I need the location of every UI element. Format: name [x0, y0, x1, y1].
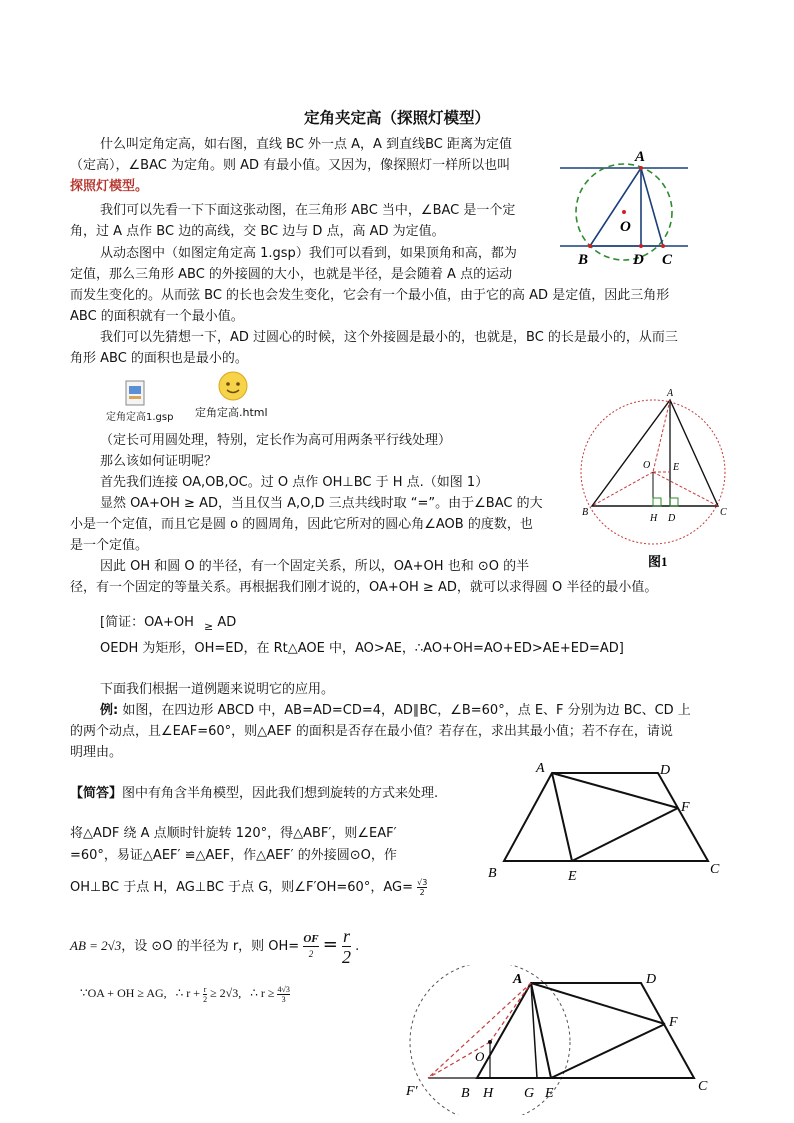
label-f-prime: F′ [406, 1084, 418, 1099]
figure-searchlight [558, 140, 690, 270]
r-half-numerator: r [203, 984, 207, 994]
r-denominator: 2 [342, 947, 351, 967]
label-c: C [720, 507, 727, 518]
proof-note: （定长可用圆处理，特别，定长作为高可用两条平行线处理） [100, 433, 452, 448]
oh-denominator: 2 [308, 949, 314, 959]
answer-label: 【简答】 [70, 786, 123, 801]
label-h: H [650, 513, 658, 524]
ag-numerator: √3 [417, 878, 428, 887]
label-e: E [673, 462, 680, 473]
para3-line-1: 从动态图中（如图定角定高 1.gsp）我们可以看到，如果顶角和高，都为 [100, 246, 517, 261]
segment-ae [552, 773, 572, 861]
answer-line-5 [70, 926, 359, 967]
example-line-3: 明理由。 [70, 745, 123, 760]
segment-oc [653, 472, 718, 506]
intro-line-2: （定高），∠BAC 为定角。则 AD 有最小值。又因为，像探照灯一样所以也叫 [70, 158, 511, 173]
label-a: A [667, 388, 674, 399]
r-min-numerator: 4√3 [277, 984, 290, 994]
label-o: O [643, 460, 651, 471]
label-o: O [475, 1049, 485, 1064]
intro-highlight: 探照灯模型。 [70, 179, 149, 194]
label-c: C [662, 252, 673, 268]
segment-ob [592, 472, 653, 506]
label-a: A [635, 149, 646, 165]
period: . [355, 939, 360, 954]
label-h: H [483, 1086, 494, 1101]
figure-2-trapezoid [482, 755, 732, 885]
proof-step-1: 首先我们连接 OA,OB,OC。过 O 点作 OH⊥BC 于 H 点.（如图 1） [100, 475, 489, 490]
answer-line-4 [70, 877, 427, 898]
proof-step-3b: 径，有一个固定的等量关系。再根据我们刚才说的，OA+OH ≥ AD，就可以求得圆 O 半径的最小值。 [70, 580, 658, 595]
proof-box-text-a: [简证：OA+OH [100, 615, 194, 630]
label-a: A [513, 972, 523, 987]
proof-box-line-1 [100, 612, 236, 633]
ineq-4: ∴ r ≥ [250, 986, 275, 1000]
html-file-icon[interactable] [216, 370, 250, 406]
label-c: C [710, 862, 720, 877]
para2-line-2: 角，过 A 点作 BC 边的高线，交 BC 边与 D 点，高 AD 为定值。 [70, 224, 445, 239]
html-file-label[interactable]: 定角定高.html [195, 406, 268, 419]
proof-box-line-2: OEDH 为矩形，OH=ED，在 Rt△AOE 中，AO>AE，∴AO+OH=AO+ED>AE+ED=AD] [100, 641, 624, 656]
intro-line-1: 什么叫定角定高，如右图，直线 BC 外一点 A，A 到直线BC 距离为定值 [100, 137, 512, 152]
para3-line-2: 定值，那么三角形 ABC 的外接圆的大小，也就是半径，是会随着 A 点的运动 [70, 267, 513, 282]
quadrilateral-abcd [477, 983, 694, 1078]
label-d: D [668, 513, 676, 524]
proof-step-2c: 是一个定值。 [70, 538, 149, 553]
answer-line-3: =60°，易证△AEF′ ≌△AEF，作△AEF′ 的外接圆⊙O，作 [70, 848, 397, 863]
label-e: E [545, 1086, 554, 1101]
label-b: B [488, 866, 497, 881]
example-label: 例: [100, 703, 119, 718]
answer-line-6 [80, 983, 290, 1004]
answer-line-1 [70, 783, 438, 804]
figure-3-rotation [402, 965, 722, 1115]
gsp-file-icon[interactable] [124, 380, 146, 410]
para4-line-2: 角形 ABC 的面积也是最小的。 [70, 351, 248, 366]
example-line-1 [100, 700, 691, 721]
answer-text-4: OH⊥BC 于点 H，AG⊥BC 于点 G，则∠F′OH=60°，AG= [70, 880, 413, 895]
segment-af [552, 773, 678, 808]
ineq-1: ∵OA + OH ≥ AG, [80, 986, 167, 1000]
r-half-denominator: 2 [203, 994, 208, 1004]
proof-question: 那么该如何证明呢？ [100, 454, 218, 469]
proof-step-2b: 小是一个定值，而且它是圆 o 的圆周角，因此它所对的圆心角∠AOB 的度数，也 [70, 517, 533, 532]
answer-text-5: ，设 ⊙O 的半径为 r，则 OH= [121, 939, 300, 954]
ineq-2: ∴ r + [175, 986, 201, 1000]
para3-line-3: 而发生变化的。从而弦 BC 的长也会发生变化，它会有一个最小值，由于它的高 AD 是定值，因此三角形 [70, 288, 670, 303]
example-line-2: 的两个动点，且∠EAF=60°，则△AEF 的面积是否存在最小值？若存在，求出其最小值；若不存在，请说 [70, 724, 673, 739]
label-e: E [568, 869, 577, 884]
label-g: G [524, 1086, 535, 1101]
equals-sign: = [322, 934, 338, 955]
center-o [622, 210, 626, 214]
example-text-1: 如图，在四边形 ABCD 中，AB=AD=CD=4，AD∥BC，∠B=60°，点 E、F 分别为边 BC、CD 上 [122, 703, 691, 718]
para4-line-1: 我们可以先猜想一下，AD 过圆心的时候，这个外接圆是最小的，也就是，BC 的长是最小的，从而三 [100, 330, 678, 345]
r-min-denominator: 3 [281, 994, 286, 1004]
label-d: D [633, 252, 644, 268]
proof-box-geq: ≥ [204, 620, 214, 633]
gsp-file-label[interactable]: 定角定高1.gsp [106, 412, 174, 423]
proof-step-2a: 显然 OA+OH ≥ AD，当且仅当 A,O,D 三点共线时取 “=”。由于∠BAC 的大 [100, 496, 543, 511]
label-d: D [646, 972, 657, 987]
label-b: B [461, 1086, 470, 1101]
label-b: B [582, 507, 589, 518]
label-d: D [660, 763, 671, 778]
page-title: 定角夹定高（探照灯模型） [303, 109, 490, 127]
proof-step-3a: 因此 OH 和圆 O 的半径，有一个固定关系，所以，OA+OH 也和 ⊙O 的半 [100, 559, 530, 574]
example-intro: 下面我们根据一道例题来说明它的应用。 [100, 682, 335, 697]
label-a: A [536, 761, 545, 776]
figure-1 [580, 384, 738, 570]
ag-denominator: 2 [419, 888, 425, 897]
center-o [488, 1040, 492, 1044]
proof-box-text-c: AD [217, 615, 237, 630]
para2-line-1: 我们可以先看一下下面这张动图，在三角形 ABC 当中，∠BAC 是一个定 [100, 203, 516, 218]
label-f: F [681, 800, 690, 815]
answer-text-1: 图中有角含半角模型，因此我们想到旋转的方式来处理. [122, 786, 439, 801]
para3-line-4: ABC 的面积就有一个最小值。 [70, 309, 244, 324]
label-f: F [669, 1015, 678, 1030]
triangle-abc [592, 400, 718, 506]
figure-1-caption: 图1 [648, 554, 668, 569]
ab-equation: AB = 2√3 [70, 938, 122, 953]
label-o: O [620, 219, 631, 235]
label-b: B [578, 252, 589, 268]
quadrilateral-abcd [504, 773, 708, 861]
label-c: C [698, 1079, 708, 1094]
r-numerator: r [342, 926, 350, 946]
ineq-3: ≥ 2√3, [210, 986, 242, 1000]
oh-numerator: OF [303, 933, 319, 945]
segment-ef [551, 1024, 665, 1078]
segment-ef [572, 808, 678, 861]
answer-line-2: 将△ADF 绕 A 点顺时针旋转 120°，得△ABF′，则∠EAF′ [70, 826, 397, 841]
